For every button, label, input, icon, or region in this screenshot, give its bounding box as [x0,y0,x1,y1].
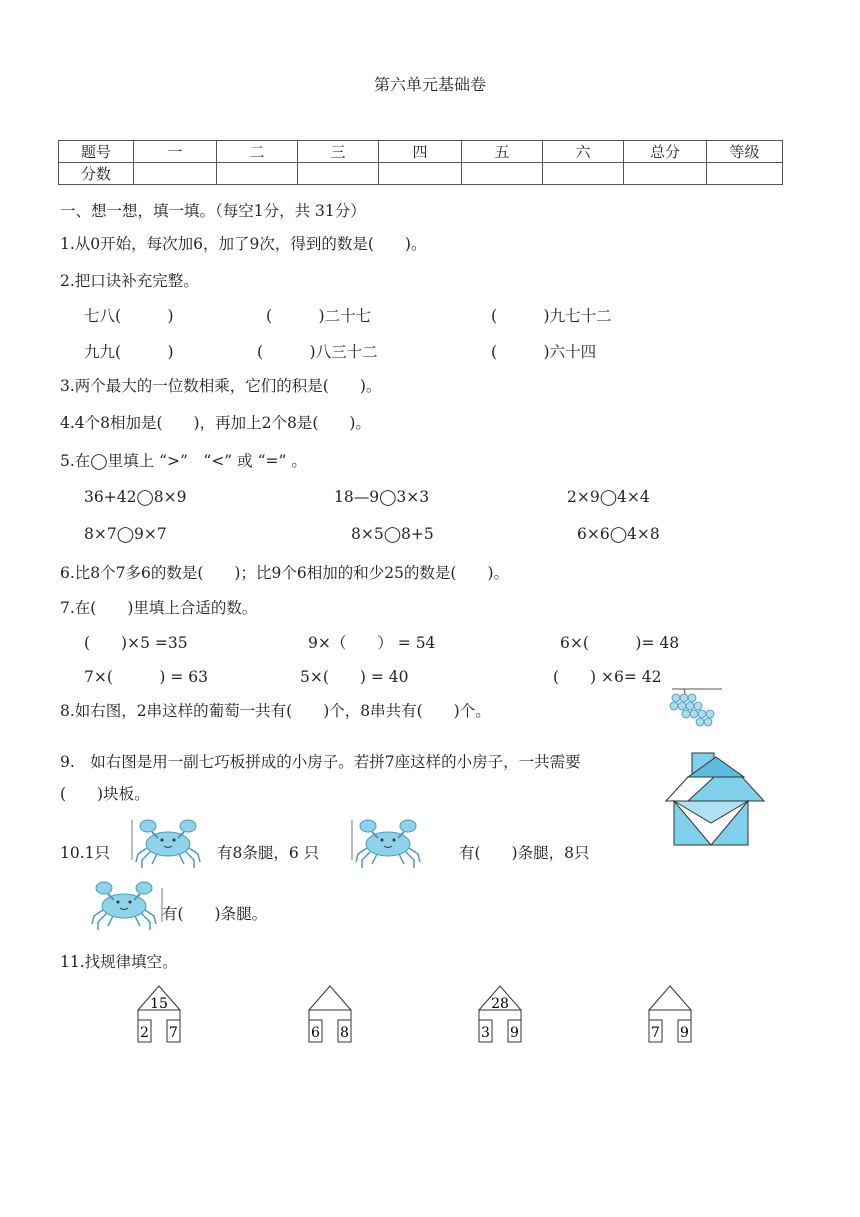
number-house [647,984,693,1046]
question-5: 5.在◯里填上 “>” “<” 或 “=” 。 [60,452,307,470]
question-7: 7.在( )里填上合适的数。 [60,599,258,617]
number-house [136,984,182,1046]
house-left-number: 2 [140,1025,149,1041]
q2-item: 七八( ) [84,307,174,325]
tangram-house-icon [664,751,766,847]
cell-score[interactable] [707,163,783,185]
cell-total: 总分 [624,141,707,163]
score-table-score-row [59,163,783,185]
q7-item: 6×( )= 48 [560,634,680,652]
question-11: 11.找规律填空。 [60,953,178,971]
cell-section-2: 二 [217,141,298,163]
question-1: 1.从0开始，每次加6，加了9次，得到的数是( )。 [60,235,427,253]
q10-part4: 有( )条腿。 [162,905,268,923]
q7-item: ( )×5 =35 [84,634,188,652]
q7-item: 7×( ) = 63 [84,668,209,686]
cell-section-3: 三 [298,141,379,163]
q2-item: ( )九七十二 [491,307,612,325]
cell-score[interactable] [624,163,707,185]
cell-score-label: 分数 [59,163,134,185]
q7-item: 9×（ ） = 54 [308,634,436,652]
cell-score[interactable] [134,163,217,185]
cell-score[interactable] [462,163,543,185]
crab-icon [128,816,210,870]
score-table [58,140,783,185]
house-top-number: 15 [150,996,168,1012]
question-8: 8.如右图，2串这样的葡萄一共有( )个，8串共有( )个。 [60,702,491,720]
cell-score[interactable] [379,163,462,185]
score-table-header-row [59,141,783,163]
question-6: 6.比8个7多6的数是( )；比9个6相加的和少25的数是( )。 [60,564,510,582]
number-house [307,984,353,1046]
house-right-number: 9 [510,1025,519,1041]
crab-icon [348,816,430,870]
cell-section-6: 六 [543,141,624,163]
number-house [477,984,523,1046]
house-top-number: 28 [491,996,509,1012]
question-9-line2: ( )块板。 [60,785,150,803]
q2-item: ( )二十七 [266,307,372,325]
cell-question-number: 题号 [59,141,134,163]
house-left-number: 7 [651,1025,660,1041]
section-heading: 一、想一想，填一填。（每空1分，共 31分） [60,202,366,220]
question-9-line1: 9. 如右图是用一副七巧板拼成的小房子。若拼7座这样的小房子，一共需要 [60,753,581,771]
q5-item: 2×9◯4×4 [567,488,650,506]
house-right-number: 7 [169,1025,178,1041]
q10-part3: 有( )条腿，8只 [459,844,590,862]
q2-item: ( )六十四 [491,343,597,361]
q7-item: ( ) ×6= 42 [553,668,662,686]
q2-item: ( )八三十二 [257,343,378,361]
q2-item: 九九( ) [84,343,174,361]
house-right-number: 9 [680,1025,689,1041]
question-4: 4.4个8相加是( )，再加上2个8是( )。 [60,414,371,432]
cell-grade: 等级 [707,141,783,163]
q5-item: 8×5◯8+5 [351,525,434,543]
crab-icon [84,878,166,932]
house-left-number: 6 [311,1025,320,1041]
house-right-number: 8 [340,1025,349,1041]
house-left-number: 3 [481,1025,490,1041]
q10-part2: 有8条腿，6 只 [217,844,320,862]
cell-section-5: 五 [462,141,543,163]
question-2: 2.把口诀补充完整。 [60,272,199,290]
page-title: 第六单元基础卷 [373,75,486,94]
q7-item: 5×( ) = 40 [300,668,409,686]
cell-score[interactable] [543,163,624,185]
grape-icon [664,686,726,728]
q5-item: 8×7◯9×7 [84,525,167,543]
q5-item: 18—9◯3×3 [334,488,430,506]
question-3: 3.两个最大的一位数相乘，它们的积是( )。 [60,377,382,395]
cell-score[interactable] [217,163,298,185]
cell-section-4: 四 [379,141,462,163]
q5-item: 6×6◯4×8 [577,525,660,543]
q10-part1: 10.1只 [60,844,111,862]
cell-score[interactable] [298,163,379,185]
q5-item: 36+42◯8×9 [84,488,187,506]
cell-section-1: 一 [134,141,217,163]
